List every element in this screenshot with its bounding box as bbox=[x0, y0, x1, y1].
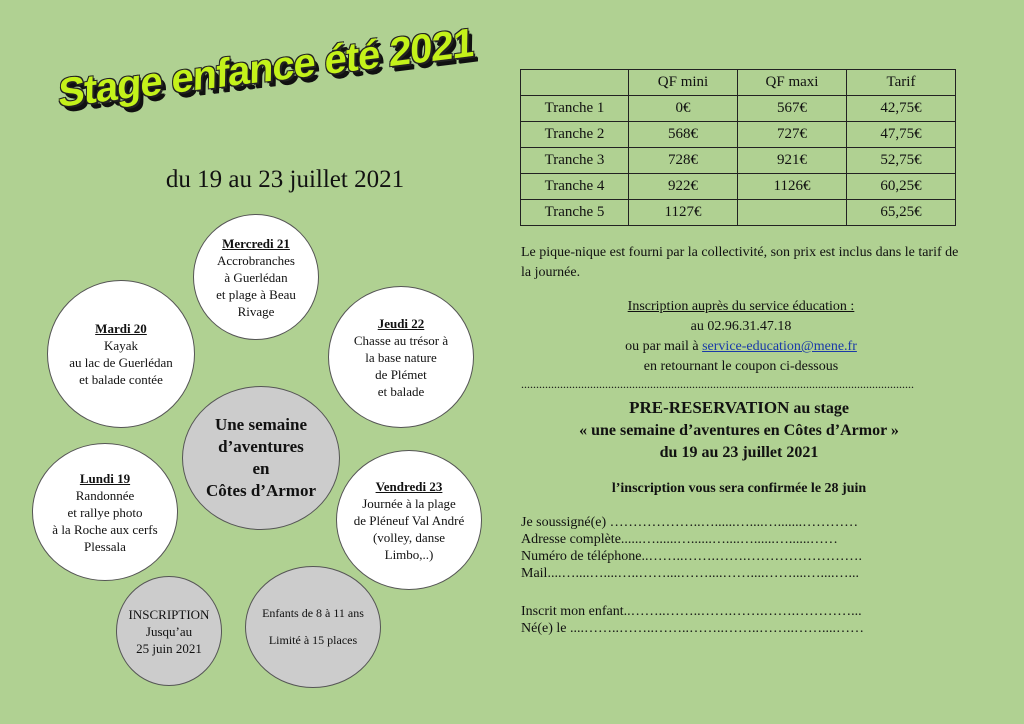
table-cell: 921€ bbox=[738, 148, 847, 174]
mail-prefix: ou par mail à bbox=[625, 339, 703, 354]
inscription-coupon: en retournant le coupon ci-dessous bbox=[643, 359, 839, 374]
field-telephone[interactable]: Numéro de téléphone..……..…….…….……………………. bbox=[521, 549, 863, 564]
table-header-row bbox=[521, 70, 956, 96]
prereservation-block bbox=[521, 397, 957, 464]
inscription-line: Jusqu’au bbox=[145, 623, 193, 639]
stage-title: Stage enfance été 2021 bbox=[58, 20, 474, 116]
center-line: en bbox=[252, 459, 270, 478]
inscription-mail-line bbox=[521, 337, 961, 357]
inscription-phone: au 02.96.31.47.18 bbox=[690, 319, 792, 334]
activity-line: (volley, danse bbox=[372, 529, 446, 545]
activity-line: de Plémet bbox=[375, 366, 427, 382]
table-row bbox=[521, 200, 956, 226]
reservation-form bbox=[521, 514, 864, 637]
activity-line: la base nature bbox=[365, 349, 437, 365]
activity-line: à la Roche aux cerfs bbox=[52, 521, 158, 537]
field-ne[interactable]: Né(e) le ....……..……..……..……..……..……..……....…… bbox=[521, 621, 864, 636]
activity-line: Accrobranches bbox=[217, 252, 295, 268]
inscription-heading: Inscription auprès du service éducation : bbox=[627, 299, 855, 314]
table-cell: 568€ bbox=[629, 122, 738, 148]
prereservation-line2: « une semaine d’aventures en Côtes d’Armor » bbox=[579, 422, 899, 439]
table-cell: 42,75€ bbox=[847, 96, 956, 122]
table-header: QF mini bbox=[629, 70, 738, 96]
table-cell: 47,75€ bbox=[847, 122, 956, 148]
table-cell: 60,25€ bbox=[847, 174, 956, 200]
field-mail[interactable]: Mail....…....…....…..……....……....……....……....…....…... bbox=[521, 566, 859, 581]
table-row bbox=[521, 122, 956, 148]
activity-line: et balade contée bbox=[79, 372, 163, 387]
cut-separator: ................................................................................................................................... bbox=[521, 377, 914, 391]
table-cell: 567€ bbox=[738, 96, 847, 122]
center-line: Une semaine bbox=[214, 415, 308, 434]
table-cell: 922€ bbox=[629, 174, 738, 200]
activity-line: à Guerlédan bbox=[224, 269, 288, 285]
activity-line: Limbo,..) bbox=[384, 546, 434, 562]
confirmation-note: l’inscription vous sera confirmée le 28 juin bbox=[611, 481, 867, 496]
center-line: Côtes d’Armor bbox=[206, 481, 316, 500]
table-cell: Tranche 2 bbox=[521, 122, 629, 148]
table-cell: 728€ bbox=[629, 148, 738, 174]
circle-vendredi bbox=[336, 450, 482, 590]
circle-center bbox=[182, 386, 340, 530]
enfants-line: Limité à 15 places bbox=[268, 633, 358, 647]
inscription-info bbox=[521, 297, 961, 377]
center-line: d’aventures bbox=[218, 437, 304, 456]
activity-line: de Pléneuf Val André bbox=[353, 512, 465, 528]
enfants-line: Enfants de 8 à 11 ans bbox=[262, 606, 364, 620]
prereservation-line1 bbox=[521, 397, 957, 420]
activity-line: Rivage bbox=[237, 303, 275, 319]
mail-link[interactable]: service-education@mene.fr bbox=[702, 339, 857, 354]
day-label: Lundi 19 bbox=[79, 470, 131, 486]
circle-mercredi bbox=[193, 214, 319, 340]
circle-lundi bbox=[32, 443, 178, 581]
table-cell: 727€ bbox=[738, 122, 847, 148]
prereservation-rest: au stage bbox=[789, 400, 849, 417]
activity-line: et balade bbox=[377, 383, 425, 399]
table-cell: 52,75€ bbox=[847, 148, 956, 174]
circle-inscription bbox=[116, 576, 222, 686]
stage-dates: du 19 au 23 juillet 2021 bbox=[165, 166, 405, 193]
inscription-line: INSCRIPTION bbox=[128, 606, 210, 622]
activity-line: au lac de Guerlédan bbox=[69, 355, 173, 370]
activity-line: et plage à Beau bbox=[216, 286, 296, 302]
activity-line: Kayak bbox=[104, 338, 138, 353]
day-label: Jeudi 22 bbox=[377, 315, 425, 331]
table-cell: 1126€ bbox=[738, 174, 847, 200]
table-cell: 1127€ bbox=[629, 200, 738, 226]
title-wrap bbox=[58, 20, 488, 142]
table-row bbox=[521, 96, 956, 122]
circle-enfants bbox=[245, 566, 381, 688]
table-cell: Tranche 1 bbox=[521, 96, 629, 122]
prereservation-title: PRE-RESERVATION bbox=[629, 398, 790, 417]
table-cell: 0€ bbox=[629, 96, 738, 122]
table-row bbox=[521, 148, 956, 174]
table-cell: Tranche 3 bbox=[521, 148, 629, 174]
day-label: Mercredi 21 bbox=[222, 235, 290, 251]
table-cell: Tranche 4 bbox=[521, 174, 629, 200]
activity-line: Journée à la plage bbox=[362, 495, 456, 511]
pique-nique-note: Le pique-nique est fourni par la collectivité, son prix est inclus dans le tarif de la journée. bbox=[521, 245, 959, 280]
field-enfant[interactable]: Inscrit mon enfant..……..……..…….…….…….…………... bbox=[521, 604, 862, 619]
circle-mardi bbox=[47, 280, 195, 428]
table-header: QF maxi bbox=[738, 70, 847, 96]
day-label: Mardi 20 bbox=[95, 321, 147, 336]
table-cell: Tranche 5 bbox=[521, 200, 629, 226]
prereservation-line3: du 19 au 23 juillet 2021 bbox=[659, 444, 819, 461]
table-row bbox=[521, 174, 956, 200]
inscription-line: 25 juin 2021 bbox=[136, 640, 202, 656]
day-label: Vendredi 23 bbox=[375, 478, 443, 494]
activity-line: Chasse au trésor à bbox=[353, 332, 449, 348]
table-header bbox=[521, 70, 629, 96]
table-header: Tarif bbox=[847, 70, 956, 96]
table-cell bbox=[738, 200, 847, 226]
table-cell: 65,25€ bbox=[847, 200, 956, 226]
field-soussigne[interactable]: Je soussigné(e) ………………..…......…....….......………… bbox=[521, 515, 859, 530]
tarif-table bbox=[520, 69, 956, 226]
form-gap bbox=[521, 582, 864, 603]
activity-line: et rallye photo bbox=[67, 504, 143, 520]
circle-jeudi bbox=[328, 286, 474, 428]
field-adresse[interactable]: Adresse complète......…......…......…....…......…......…… bbox=[521, 532, 838, 547]
activity-line: Plessala bbox=[84, 538, 126, 554]
activity-line: Randonnée bbox=[75, 487, 135, 503]
